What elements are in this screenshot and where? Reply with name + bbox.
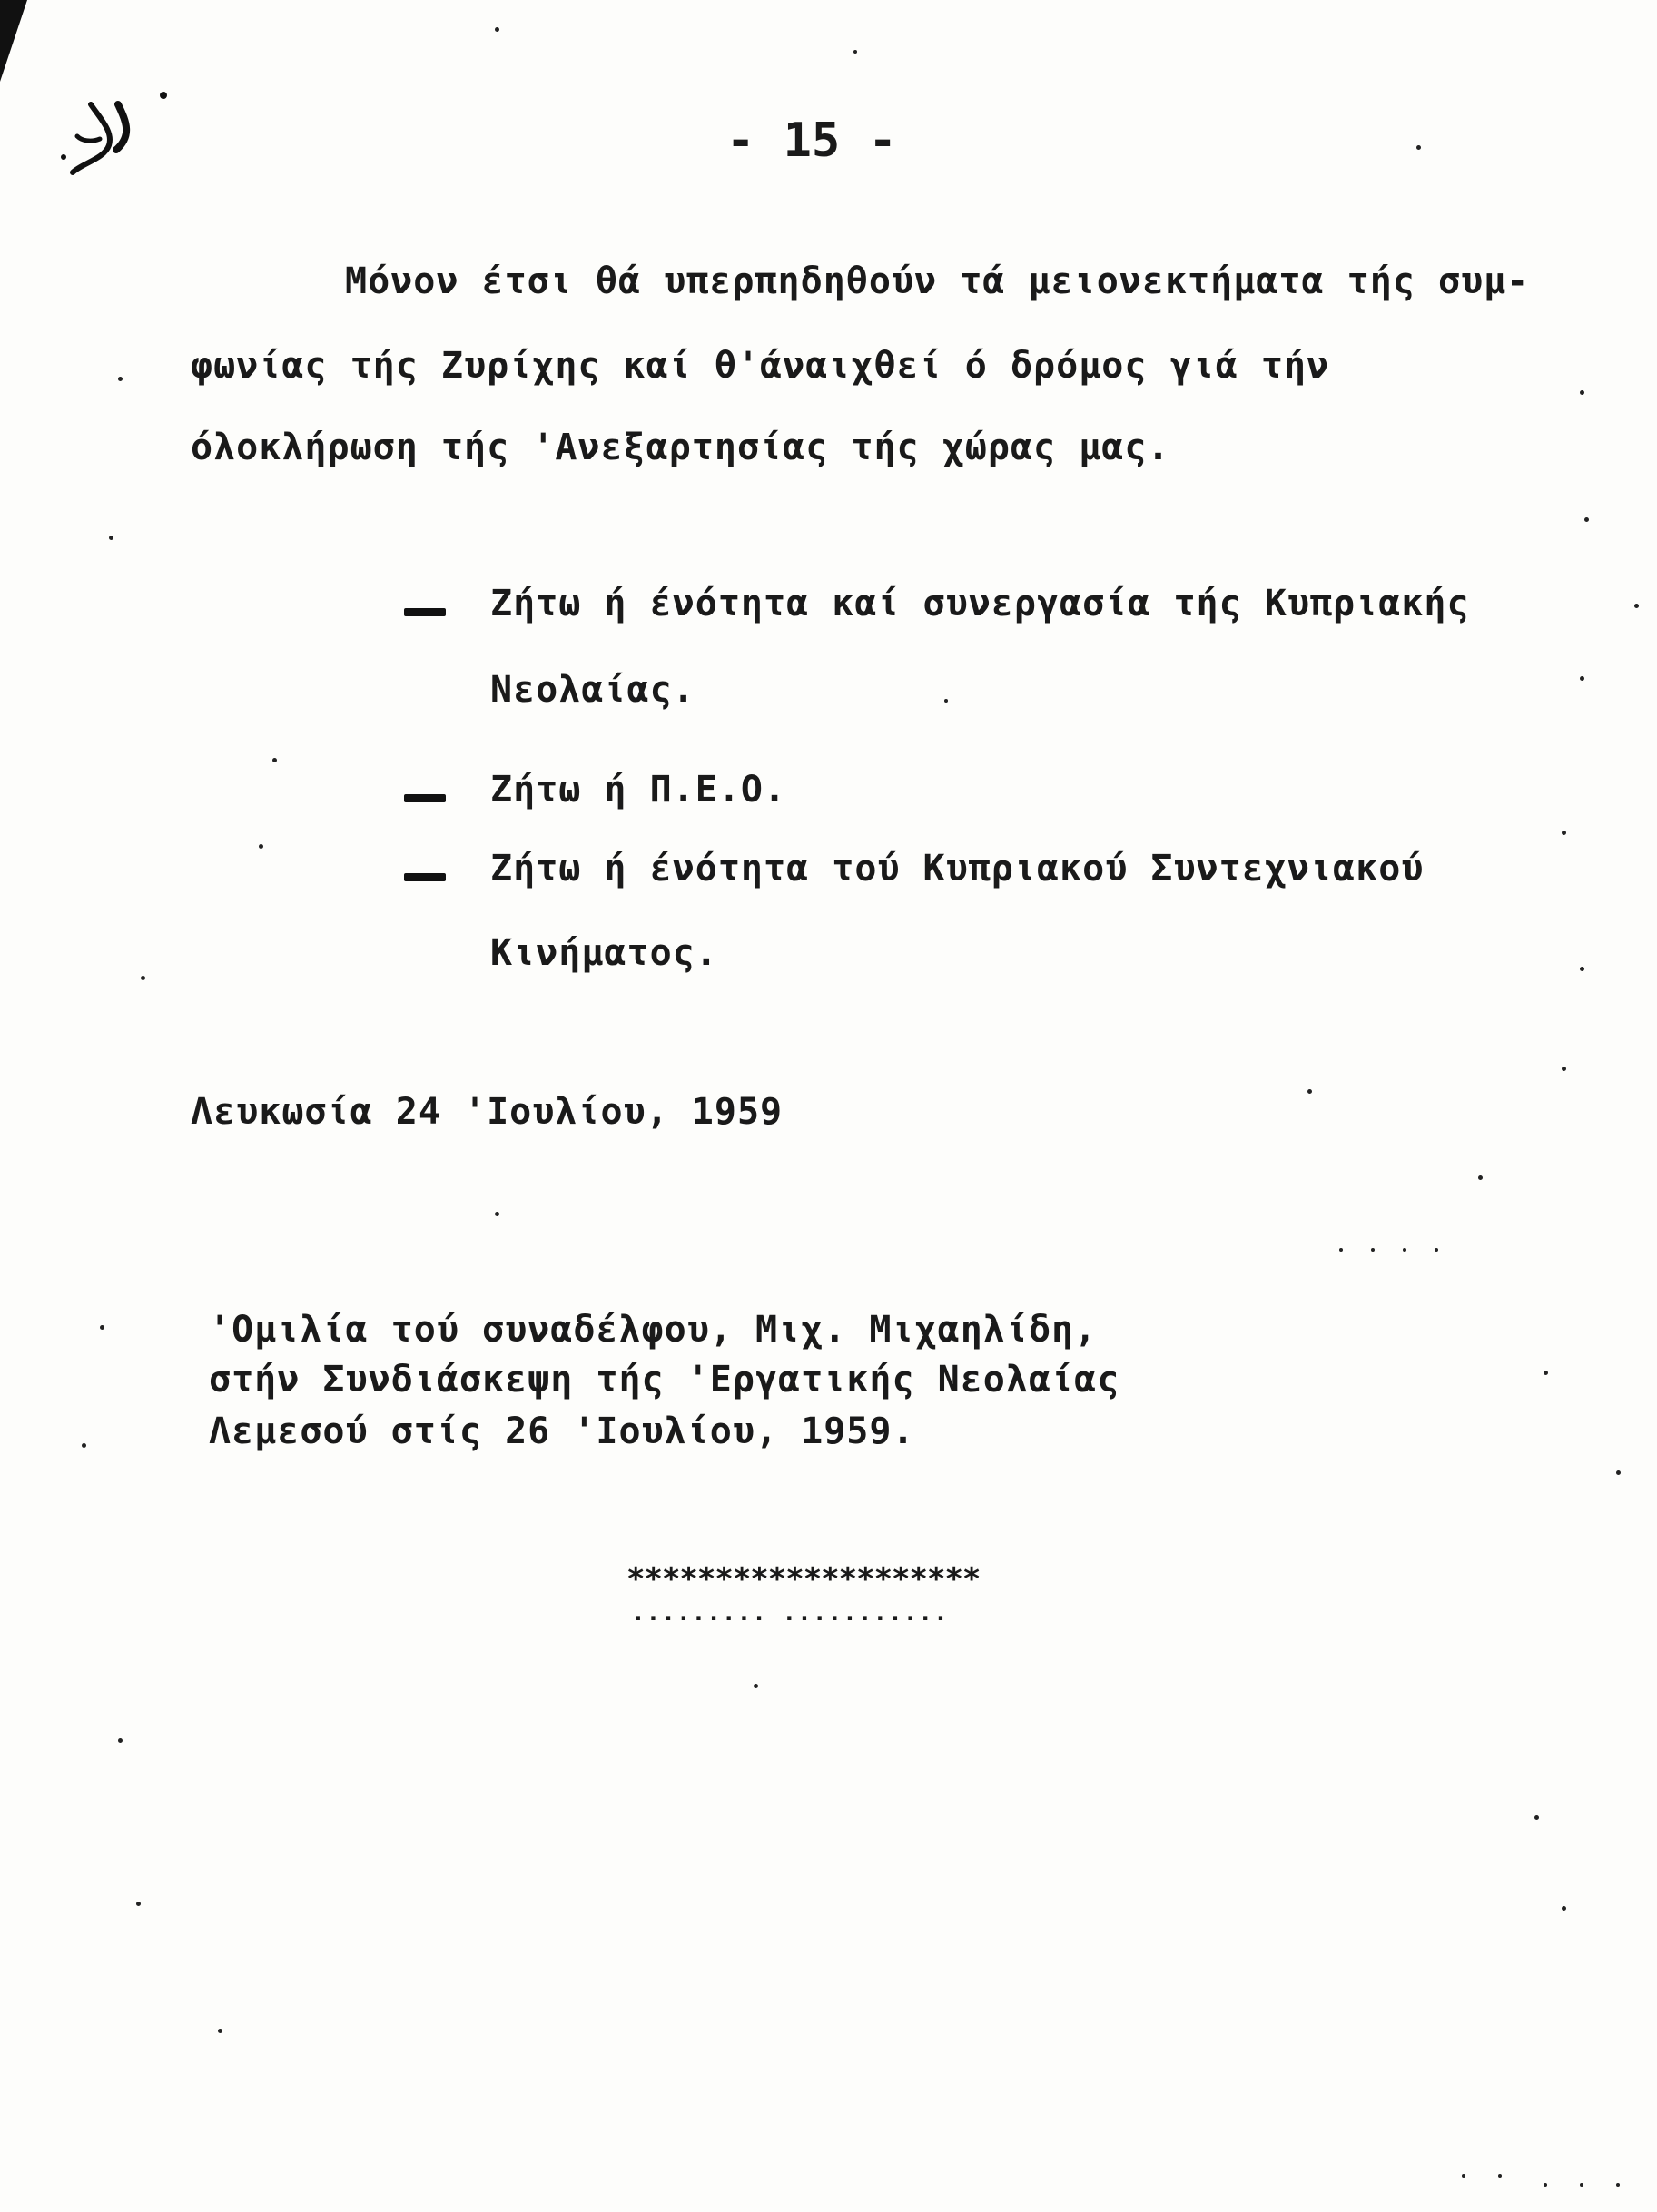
paragraph-line: φωνίας τής Ζυρίχης καί θ'άναιχθεί ό δρόμος γιά τήν <box>191 345 1330 387</box>
footnote-line: 'Ομιλία τού συναδέλφου, Μιχ. Μιχαηλίδη, <box>209 1309 1098 1351</box>
page-number: - 15 - <box>726 113 897 168</box>
scan-speck <box>1580 676 1584 681</box>
scan-speck <box>495 1212 499 1216</box>
scan-speck <box>218 2029 222 2033</box>
scan-speck <box>944 699 948 703</box>
scan-speck <box>1462 2174 1465 2178</box>
scan-speck <box>1544 1371 1548 1375</box>
slogan-dash <box>404 608 446 616</box>
scan-speck <box>1584 517 1589 522</box>
scan-speck <box>1580 2183 1583 2187</box>
scan-speck <box>118 1738 123 1743</box>
scan-corner-mark <box>0 0 27 82</box>
scan-speck <box>1580 390 1584 395</box>
scan-speck <box>1580 967 1584 971</box>
slogan-line: Κινήματος. <box>490 932 718 974</box>
separator-dots: ......... ........... <box>631 1599 949 1627</box>
slogan-dash <box>404 873 446 881</box>
scan-speck <box>495 27 499 32</box>
paragraph-line: όλοκλήρωση τής 'Ανεξαρτησίας τής χώρας μας. <box>191 427 1170 468</box>
scan-speck <box>1616 1470 1621 1475</box>
scan-speck <box>141 976 145 980</box>
scan-speck <box>1339 1248 1343 1252</box>
scan-speck <box>1498 2174 1502 2178</box>
scan-speck <box>1534 1815 1539 1820</box>
scan-speck <box>1544 2183 1547 2187</box>
scan-speck <box>1562 1067 1566 1071</box>
footnote-line: στήν Συνδιάσκεψη τής 'Εργατικής Νεολαίας <box>209 1359 1120 1401</box>
scan-speck <box>259 844 263 849</box>
scan-speck <box>1416 145 1421 150</box>
scan-speck <box>754 1684 758 1688</box>
scan-speck <box>100 1325 104 1330</box>
scan-speck <box>853 50 857 54</box>
scan-speck <box>1478 1175 1483 1180</box>
footnote-line: Λεμεσού στίς 26 'Ιουλίου, 1959. <box>209 1411 915 1452</box>
slogan-line: Ζήτω ή ένότητα τού Κυπριακού Συντεχνιακού <box>490 848 1425 890</box>
scan-speck <box>109 536 113 540</box>
scan-speck <box>1562 831 1566 835</box>
scan-speck <box>1371 1248 1375 1252</box>
place-date: Λευκωσία 24 'Ιουλίου, 1959 <box>191 1091 784 1133</box>
paragraph-line: Μόνον έτσι θά υπερπηδηθούν τά μειονεκτήματα τής συμ- <box>345 261 1530 302</box>
scan-speck <box>82 1443 86 1448</box>
slogan-line: Νεολαίας. <box>490 669 695 711</box>
slogan-line: Ζήτω ή Π.Ε.Ο. <box>490 769 787 811</box>
scan-speck <box>118 377 123 381</box>
scan-speck <box>1307 1089 1312 1094</box>
scan-speck <box>1634 604 1639 608</box>
scan-speck <box>1562 1906 1566 1911</box>
separator-stars: ******************** <box>626 1561 981 1598</box>
scan-speck <box>1403 1248 1406 1252</box>
slogan-line: Ζήτω ή ένότητα καί συνεργασία τής Κυπριακής <box>490 583 1470 624</box>
scan-speck <box>1616 2183 1620 2187</box>
scan-speck <box>1435 1248 1438 1252</box>
scan-speck <box>272 758 277 762</box>
scan-speck <box>136 1902 141 1906</box>
handwritten-mark <box>27 50 182 186</box>
slogan-dash <box>404 794 446 802</box>
